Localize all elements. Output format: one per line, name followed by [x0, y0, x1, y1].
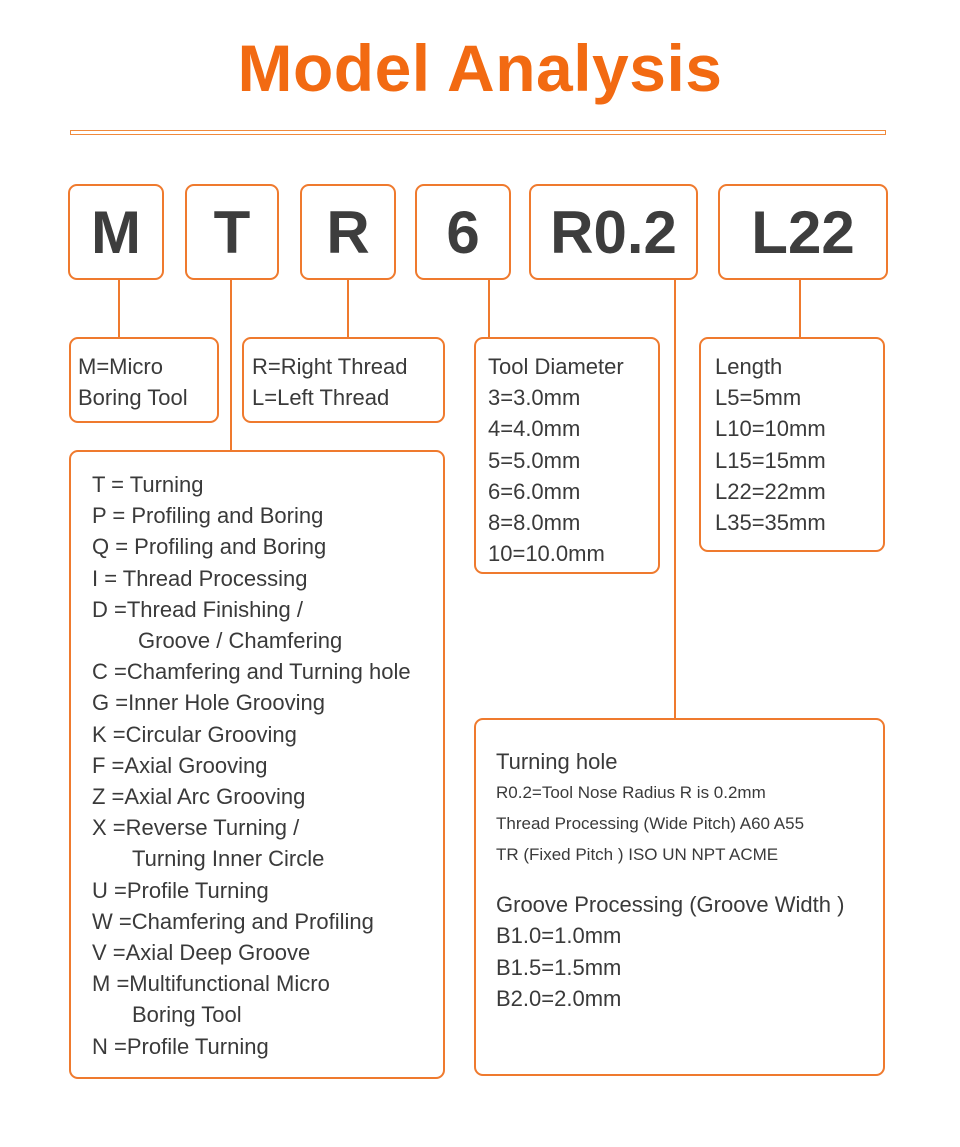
- connector-r: [347, 280, 349, 338]
- micro-boring-box: [69, 337, 219, 423]
- connector-l22: [799, 280, 801, 338]
- nose-radius-box: [474, 718, 885, 1076]
- tool-diameter-box: [474, 337, 660, 574]
- length-box: [699, 337, 885, 552]
- code-box-6: 6: [415, 184, 511, 280]
- list-item: L5=5mm: [715, 385, 802, 411]
- list-item: K =Circular Grooving: [92, 721, 297, 747]
- page-title: Model Analysis: [237, 31, 723, 105]
- code-box-m: M: [68, 184, 164, 280]
- list-item: TR (Fixed Pitch ) ISO UN NPT ACME: [496, 845, 779, 865]
- box-heading: Turning hole: [496, 749, 618, 774]
- code-box-t: T: [185, 184, 279, 280]
- list-item: U =Profile Turning: [92, 877, 269, 903]
- list-item: L10=10mm: [715, 416, 826, 442]
- list-item: B2.0=2.0mm: [496, 985, 622, 1011]
- list-item: 6=6.0mm: [488, 478, 581, 504]
- list-item: Q = Profiling and Boring: [92, 534, 327, 560]
- list-item: 4=4.0mm: [488, 416, 581, 442]
- code-box-r02: R0.2: [529, 184, 698, 280]
- list-item: G =Inner Hole Grooving: [92, 690, 325, 716]
- connector-r02: [674, 280, 676, 719]
- list-item: Z =Axial Arc Grooving: [92, 784, 306, 810]
- list-item: R=Right Thread: [252, 354, 408, 379]
- list-item: Groove / Chamfering: [138, 628, 343, 654]
- list-item: B1.0=1.0mm: [496, 923, 622, 949]
- list-item: Boring Tool: [78, 385, 188, 411]
- code-box-l22: L22: [718, 184, 888, 280]
- connector-m: [118, 280, 120, 338]
- list-item: V =Axial Deep Groove: [92, 940, 311, 966]
- list-item: B1.5=1.5mm: [496, 954, 622, 980]
- box-heading: Tool Diameter: [488, 354, 624, 379]
- connector-t: [230, 280, 232, 450]
- list-item: T = Turning: [92, 472, 204, 497]
- list-item: M =Multifunctional Micro: [92, 971, 330, 997]
- list-item: N =Profile Turning: [92, 1033, 269, 1059]
- list-item: 5=5.0mm: [488, 447, 581, 473]
- list-item: 10=10.0mm: [488, 541, 605, 567]
- code-box-r: R: [300, 184, 396, 280]
- list-item: W =Chamfering and Profiling: [92, 908, 374, 934]
- thread-direction-box: [242, 337, 445, 423]
- list-item: R0.2=Tool Nose Radius R is 0.2mm: [496, 783, 766, 803]
- list-item: Turning Inner Circle: [132, 846, 325, 872]
- list-item: Boring Tool: [132, 1002, 242, 1028]
- list-item: D =Thread Finishing /: [92, 596, 303, 622]
- box-heading: Groove Processing (Groove Width ): [496, 892, 845, 918]
- list-item: L15=15mm: [715, 447, 826, 473]
- list-item: Thread Processing (Wide Pitch) A60 A55: [496, 814, 805, 834]
- title-divider: [70, 130, 886, 135]
- processing-type-box: [69, 450, 445, 1079]
- connector-6: [488, 280, 490, 338]
- list-item: C =Chamfering and Turning hole: [92, 659, 411, 685]
- list-item: X =Reverse Turning /: [92, 815, 300, 841]
- list-item: P = Profiling and Boring: [92, 503, 324, 529]
- list-item: M=Micro: [78, 354, 163, 379]
- list-item: 3=3.0mm: [488, 385, 581, 411]
- list-item: L=Left Thread: [252, 385, 390, 411]
- list-item: L22=22mm: [715, 478, 826, 504]
- box-heading: Length: [715, 354, 783, 379]
- list-item: 8=8.0mm: [488, 510, 581, 536]
- list-item: I = Thread Processing: [92, 565, 308, 591]
- list-item: F =Axial Grooving: [92, 752, 268, 778]
- list-item: L35=35mm: [715, 510, 826, 536]
